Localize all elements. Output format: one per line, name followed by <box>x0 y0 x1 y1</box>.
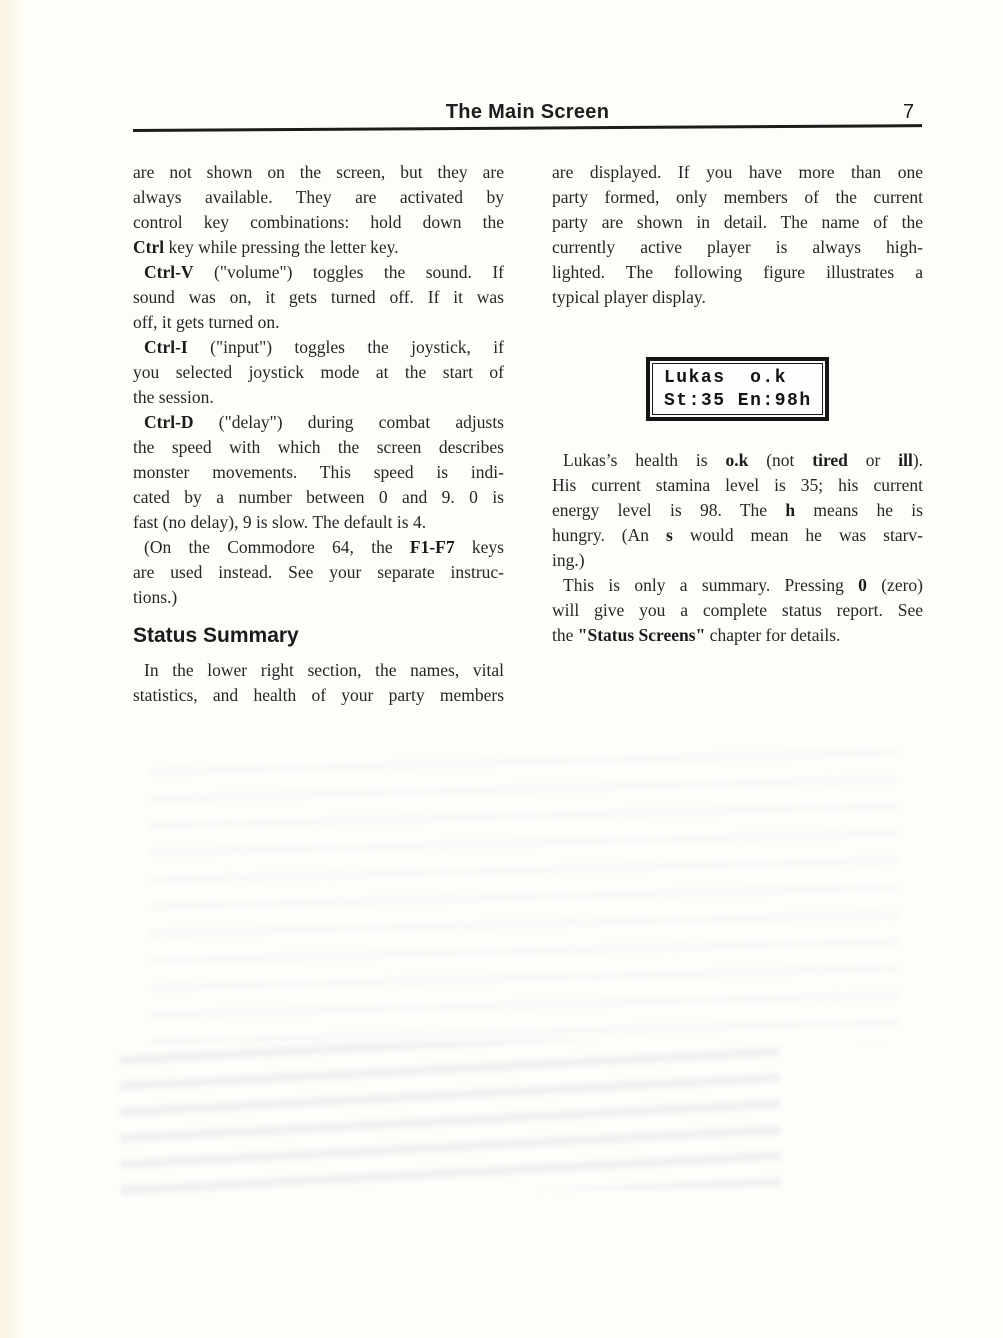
text-segment: chapter for details. <box>705 625 841 645</box>
text-line <box>552 623 923 648</box>
text-segment: ing.) <box>552 550 585 570</box>
bold-term: Ctrl-D <box>144 412 194 432</box>
text-line <box>133 658 504 683</box>
text-line <box>133 385 504 410</box>
bold-term: tired <box>812 450 848 470</box>
bold-term: Ctrl-I <box>144 337 188 357</box>
text-segment: the <box>552 625 578 645</box>
text-segment: tions.) <box>133 587 178 607</box>
text-segment: fast (no delay), 9 is slow. The default is 4. <box>133 512 427 532</box>
page-bleedthrough-lower <box>119 1036 782 1197</box>
text-segment: monster movements. This speed is indi- <box>133 462 504 482</box>
text-segment: will give you a complete status report. See <box>552 600 923 620</box>
text-segment: the speed with which the screen describes <box>133 437 504 457</box>
section-heading: Status Summary <box>133 624 299 647</box>
text-segment: Lukas’s health is <box>563 450 726 470</box>
text-segment: ). <box>912 450 924 470</box>
bold-term: ill <box>898 450 913 470</box>
figure-line: Lukas o.k <box>664 368 788 388</box>
text-line <box>133 535 504 560</box>
bold-term: 0 <box>858 575 867 595</box>
text-line <box>552 260 923 285</box>
bold-term: s <box>666 525 673 545</box>
text-line <box>133 235 504 260</box>
text-segment: off, it gets turned on. <box>133 312 280 332</box>
text-segment: energy level is 98. The <box>552 500 786 520</box>
player-status-figure <box>646 357 829 421</box>
text-line <box>552 448 923 473</box>
text-segment: cated by a number between 0 and 9. 0 is <box>133 487 504 507</box>
text-line <box>552 498 923 523</box>
text-line <box>552 523 923 548</box>
text-line <box>133 560 504 585</box>
text-line <box>133 210 504 235</box>
left-column <box>133 160 504 708</box>
text-line <box>133 585 504 610</box>
header-rule <box>133 124 922 132</box>
text-line <box>133 683 504 708</box>
text-segment: lighted. The following figure illustrates a <box>552 262 923 282</box>
text-line <box>133 260 504 285</box>
text-segment: ("input") toggles the joystick, if <box>187 337 504 357</box>
text-segment: are not shown on the screen, but they are <box>133 162 504 182</box>
page-title: The Main Screen <box>445 101 610 123</box>
text-line <box>133 335 504 360</box>
text-segment: hungry. (An <box>552 525 667 545</box>
text-line <box>133 410 504 435</box>
text-segment: key while pressing the letter key. <box>164 237 399 257</box>
text-segment: always available. They are activated by <box>133 187 504 207</box>
text-segment: or <box>847 450 899 470</box>
figure-line: St:35 En:98h <box>664 391 812 411</box>
text-line <box>133 460 504 485</box>
text-line <box>552 210 923 235</box>
text-segment: This is only a summary. Pressing <box>563 575 859 595</box>
page-bleedthrough-upper <box>149 747 902 1054</box>
text-segment: ("delay") during combat adjusts <box>193 412 504 432</box>
text-line <box>133 185 504 210</box>
text-segment: sound was on, it gets turned off. If it was <box>133 287 504 307</box>
text-line <box>552 185 923 210</box>
text-segment: (not <box>748 450 813 470</box>
text-line <box>133 310 504 335</box>
text-segment: His current stamina level is 35; his current <box>552 475 923 495</box>
text-line <box>552 160 923 185</box>
text-segment: ("volume") toggles the sound. If <box>193 262 504 282</box>
text-line <box>552 598 923 623</box>
text-line <box>552 473 923 498</box>
text-segment: (On the Commodore 64, the <box>144 537 410 557</box>
text-segment: the session. <box>133 387 214 407</box>
text-line <box>133 485 504 510</box>
text-line <box>552 235 923 260</box>
text-segment: you selected joystick mode at the start of <box>133 362 504 382</box>
page-number: 7 <box>903 101 915 123</box>
text-segment: means he is <box>795 500 923 520</box>
text-segment: are used instead. See your separate instruc- <box>133 562 504 582</box>
text-segment: control key combinations: hold down the <box>133 212 504 232</box>
text-line <box>552 548 923 573</box>
text-line <box>133 160 504 185</box>
text-segment: In the lower right section, the names, vital <box>144 660 504 680</box>
text-segment: would mean he was starv- <box>672 525 923 545</box>
text-line <box>552 573 923 598</box>
bold-term: Ctrl <box>133 237 165 257</box>
text-line <box>133 435 504 460</box>
text-line <box>133 510 504 535</box>
text-segment: are displayed. If you have more than one <box>552 162 923 182</box>
text-segment: (zero) <box>866 575 923 595</box>
bold-term: o.k <box>725 450 749 470</box>
bold-term: Ctrl-V <box>144 262 194 282</box>
text-line <box>552 285 923 310</box>
text-segment: statistics, and health of your party members <box>133 685 504 705</box>
text-line <box>133 285 504 310</box>
text-line <box>133 360 504 385</box>
bold-term: "Status Screens" <box>577 625 706 645</box>
right-column <box>552 160 923 648</box>
text-segment: keys <box>454 537 504 557</box>
text-segment: typical player display. <box>552 287 706 307</box>
bold-term: F1-F7 <box>409 537 455 557</box>
bold-term: h <box>785 500 796 520</box>
text-segment: currently active player is always high- <box>552 237 923 257</box>
text-segment: party are shown in detail. The name of the <box>552 212 923 232</box>
text-segment: party formed, only members of the current <box>552 187 923 207</box>
